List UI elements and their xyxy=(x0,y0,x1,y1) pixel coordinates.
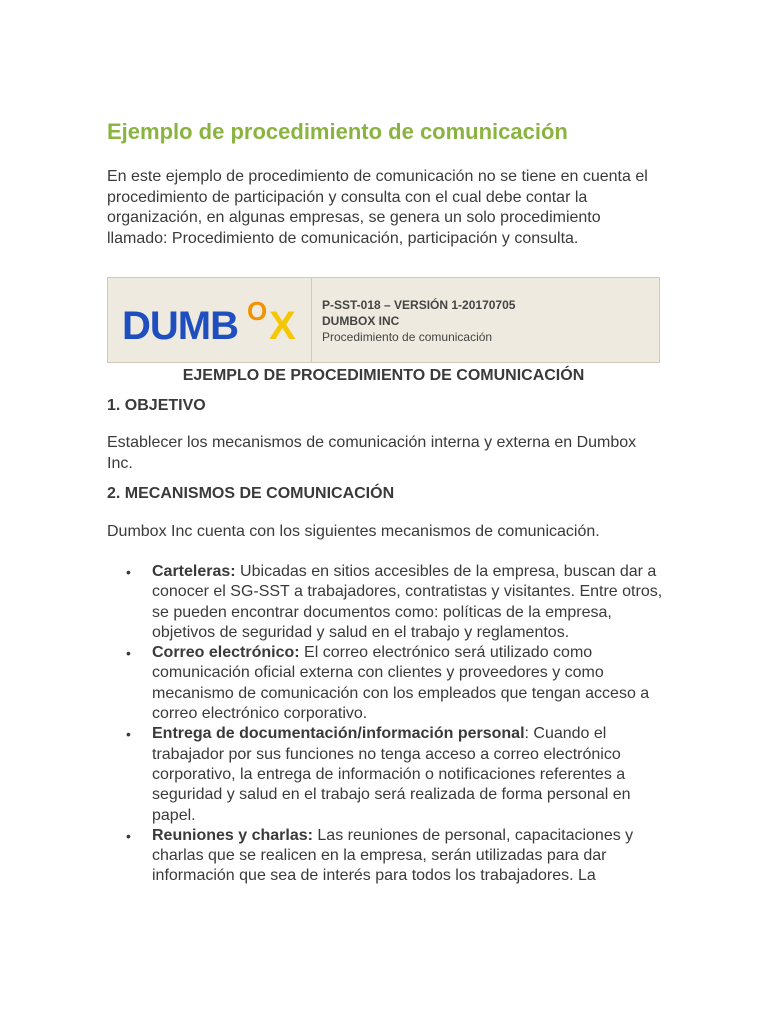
logo-text-x: X xyxy=(268,304,296,345)
section-text-mecanismos: Dumbox Inc cuenta con los siguientes mecanismos de comunicación. xyxy=(107,523,600,540)
section-heading-mecanismos: 2. MECANISMOS DE COMUNICACIÓN xyxy=(107,485,395,502)
logo-cell xyxy=(108,278,312,362)
list-item xyxy=(107,643,667,724)
company-name: DUMBOX INC xyxy=(322,314,400,328)
article-title: Ejemplo de procedimiento de comunicación xyxy=(107,119,568,144)
list-item xyxy=(107,724,667,825)
bullet-text: Las reuniones de personal, capacitaciones y charlas que se realicen en la empresa, serán utilizadas para dar información que sea de interés para todos los trabajadores. La xyxy=(152,826,634,885)
bullet-icon: • xyxy=(126,645,131,662)
logo-text-o: O xyxy=(246,296,267,326)
list-item xyxy=(107,562,667,643)
bullet-term: Entrega de documentación/información personal xyxy=(152,725,525,743)
bullet-icon: • xyxy=(126,827,131,844)
bullet-term: Carteleras: xyxy=(152,563,236,580)
bullet-text: Ubicadas en sitios accesibles de la empresa, buscan dar a conocer el SG-SST a trabajadores, contratistas y visitantes. Entre otros, se pueden encontrar documentos como: políticas de la empresa, objetivos de seguridad y salud en el trabajo y reglamentos. xyxy=(152,563,663,641)
intro-paragraph: En este ejemplo de procedimiento de comunicación no se tiene en cuenta el procedimiento de participación y consulta con el cual debe contar la organización, en algunas empresas, se genera un solo procedimiento llamado: Procedimiento de comunicación, participación y consulta. xyxy=(107,168,648,247)
document-heading: EJEMPLO DE PROCEDIMIENTO DE COMUNICACIÓN xyxy=(182,367,585,384)
document-info-cell xyxy=(312,278,515,362)
bullet-text: El correo electrónico será utilizado como comunicación oficial externa con clientes y proveedores y como mecanismo de comunicación con los empleados que tengan acceso a correo electrónico corporativo. xyxy=(152,644,650,723)
document-code: P-SST-018 – VERSIÓN 1-20170705 xyxy=(322,298,516,312)
section-heading-objetivo: 1. OBJETIVO xyxy=(107,397,206,414)
section-text-objetivo: Establecer los mecanismos de comunicación interna y externa en Dumbox Inc. xyxy=(107,434,637,472)
dumbox-logo xyxy=(118,295,302,345)
document-name: Procedimiento de comunicación xyxy=(322,330,493,344)
bullet-icon: • xyxy=(126,726,131,743)
bullet-term: Reuniones y charlas: xyxy=(152,826,313,844)
mechanisms-list xyxy=(107,562,667,887)
bullet-text: : Cuando el trabajador por sus funciones no tenga acceso a correo electrónico corporativo, la entrega de información o notificaciones referentes a seguridad y salud en el trabajo será realizada de forma personal en papel. xyxy=(152,725,631,824)
bullet-icon: • xyxy=(126,564,131,580)
bullet-term: Correo electrónico: xyxy=(152,644,300,662)
document-header-table xyxy=(107,277,660,363)
list-item xyxy=(107,826,667,887)
logo-text-dumb: DUMB xyxy=(121,304,238,345)
